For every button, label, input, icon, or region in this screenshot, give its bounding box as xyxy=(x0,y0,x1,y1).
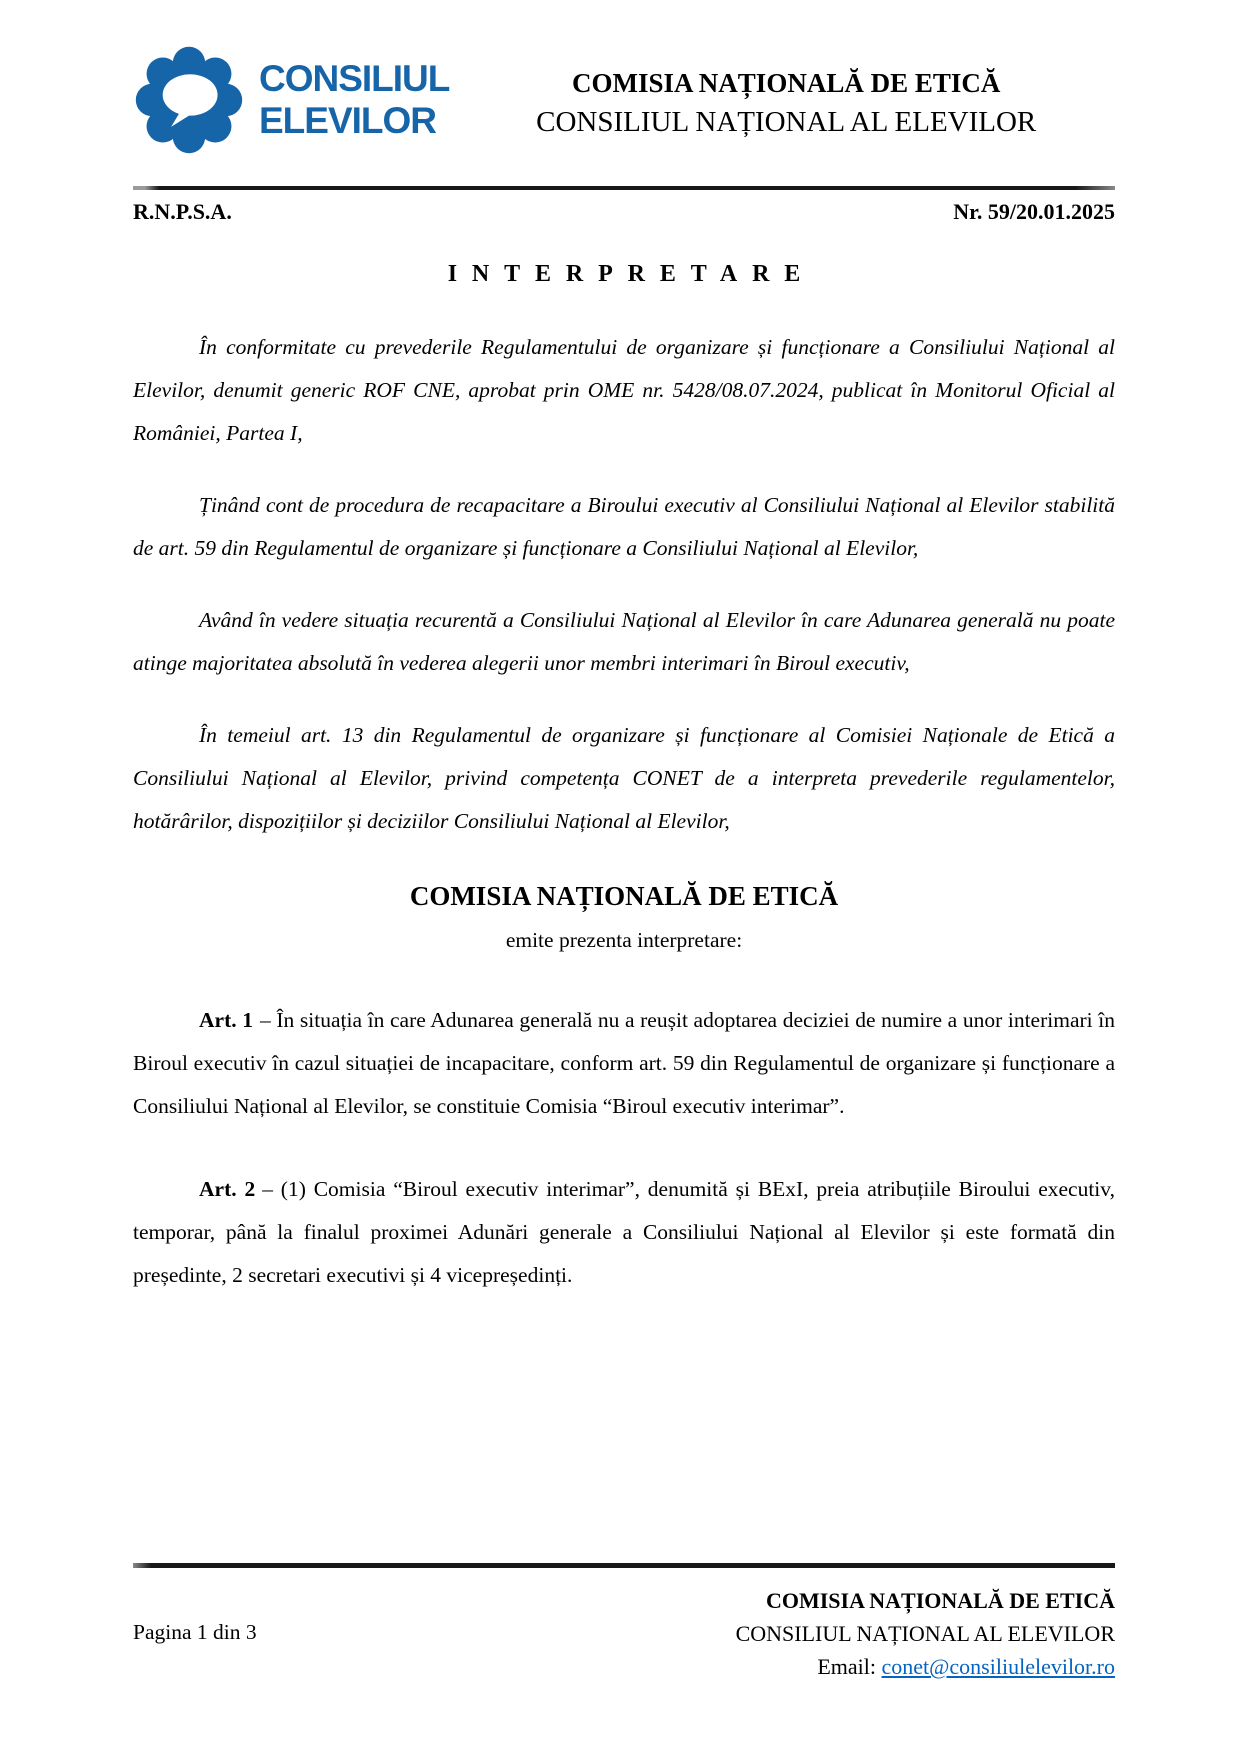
preamble-paragraph-3: Având în vedere situația recurentă a Consiliului Național al Elevilor în care Adunarea generală nu poate atinge majoritatea absolută în vederea alegerii unor membri interimari în Biroul executiv, xyxy=(133,608,1115,675)
preamble-paragraph-4: În temeiul art. 13 din Regulamentul de organizare și funcționare al Comisiei Naționale de Etică a Consiliului Național al Elevilor, privind competența CONET de a interpreta prevederile regulamentelor, hotărârilor, dispozițiilor și deciziilor Consiliului Național al Elevilor, xyxy=(133,723,1115,833)
letterhead-titles xyxy=(449,64,1115,142)
article-1 xyxy=(133,999,1115,1128)
logo-line1: CONSILIUL xyxy=(259,58,450,99)
letterhead xyxy=(133,44,1115,156)
org-logo xyxy=(133,44,449,156)
footer-committee-title: COMISIA NAȚIONALĂ DE ETICĂ xyxy=(765,1588,1115,1613)
email-label: Email: xyxy=(817,1654,882,1679)
org-logo-wordmark xyxy=(259,58,449,142)
article-2-text: – (1) Comisia “Biroul executiv interimar”, denumită și BExI, preia atribuțiile Biroului executiv, temporar, până la finalul proximei Adunări generale a Consiliului Național al Elevilor și este formată din președinte, 2 secretari executivi și 4 vicepreședinți. xyxy=(133,1177,1115,1287)
page-indicator: Pagina 1 din 3 xyxy=(133,1620,257,1644)
email-link[interactable]: conet@consiliulelevilor.ro xyxy=(881,1654,1115,1679)
issuer-subheading: emite prezenta interpretare: xyxy=(505,928,743,952)
header-divider xyxy=(133,186,1115,190)
organization-title: CONSILIUL NAȚIONAL AL ELEVILOR xyxy=(536,106,1037,138)
footer-org-block xyxy=(736,1584,1115,1683)
page-footer xyxy=(133,1563,1115,1683)
registry-label: R.N.P.S.A. xyxy=(133,199,232,224)
footer-email-line xyxy=(736,1650,1115,1683)
document-number: Nr. 59/20.01.2025 xyxy=(953,199,1115,224)
article-2-label: Art. 2 xyxy=(199,1177,256,1201)
preamble-paragraph-2: Ținând cont de procedura de recapacitare a Biroului executiv al Consiliului Național al Elevilor stabilită de art. 59 din Regulamentul de organizare și funcționare a Consiliului Național al Elevilor, xyxy=(133,493,1115,560)
preamble-paragraph-1: În conformitate cu prevederile Regulamentului de organizare și funcționare a Consiliului Național al Elevilor, denumit generic ROF CNE, aprobat prin OME nr. 5428/08.07.2024, publicat în Monitorul Oficial al României, Partea I, xyxy=(133,335,1115,445)
article-1-label: Art. 1 xyxy=(199,1008,253,1032)
article-2 xyxy=(133,1168,1115,1297)
registry-row xyxy=(133,199,1115,225)
document-title: INTERPRETARE xyxy=(447,261,816,287)
issuer-heading: COMISIA NAȚIONALĂ DE ETICĂ xyxy=(409,881,839,911)
article-1-text: – În situația în care Adunarea generală nu a reușit adoptarea deciziei de numire a unor interimari în Biroul executiv în cazul situației de incapacitare, conform art. 59 din Regulamentul de organizare și funcționare a Consiliului Național al Elevilor, se constituie Comisia “Biroul executiv interimar”. xyxy=(133,1008,1115,1118)
committee-title: COMISIA NAȚIONALĂ DE ETICĂ xyxy=(572,68,1001,98)
footer-organization-title: CONSILIUL NAȚIONAL AL ELEVILOR xyxy=(735,1621,1115,1646)
footer-divider xyxy=(133,1563,1115,1568)
logo-line2: ELEVILOR xyxy=(259,100,437,141)
flower-speech-bubble-icon xyxy=(133,44,245,156)
